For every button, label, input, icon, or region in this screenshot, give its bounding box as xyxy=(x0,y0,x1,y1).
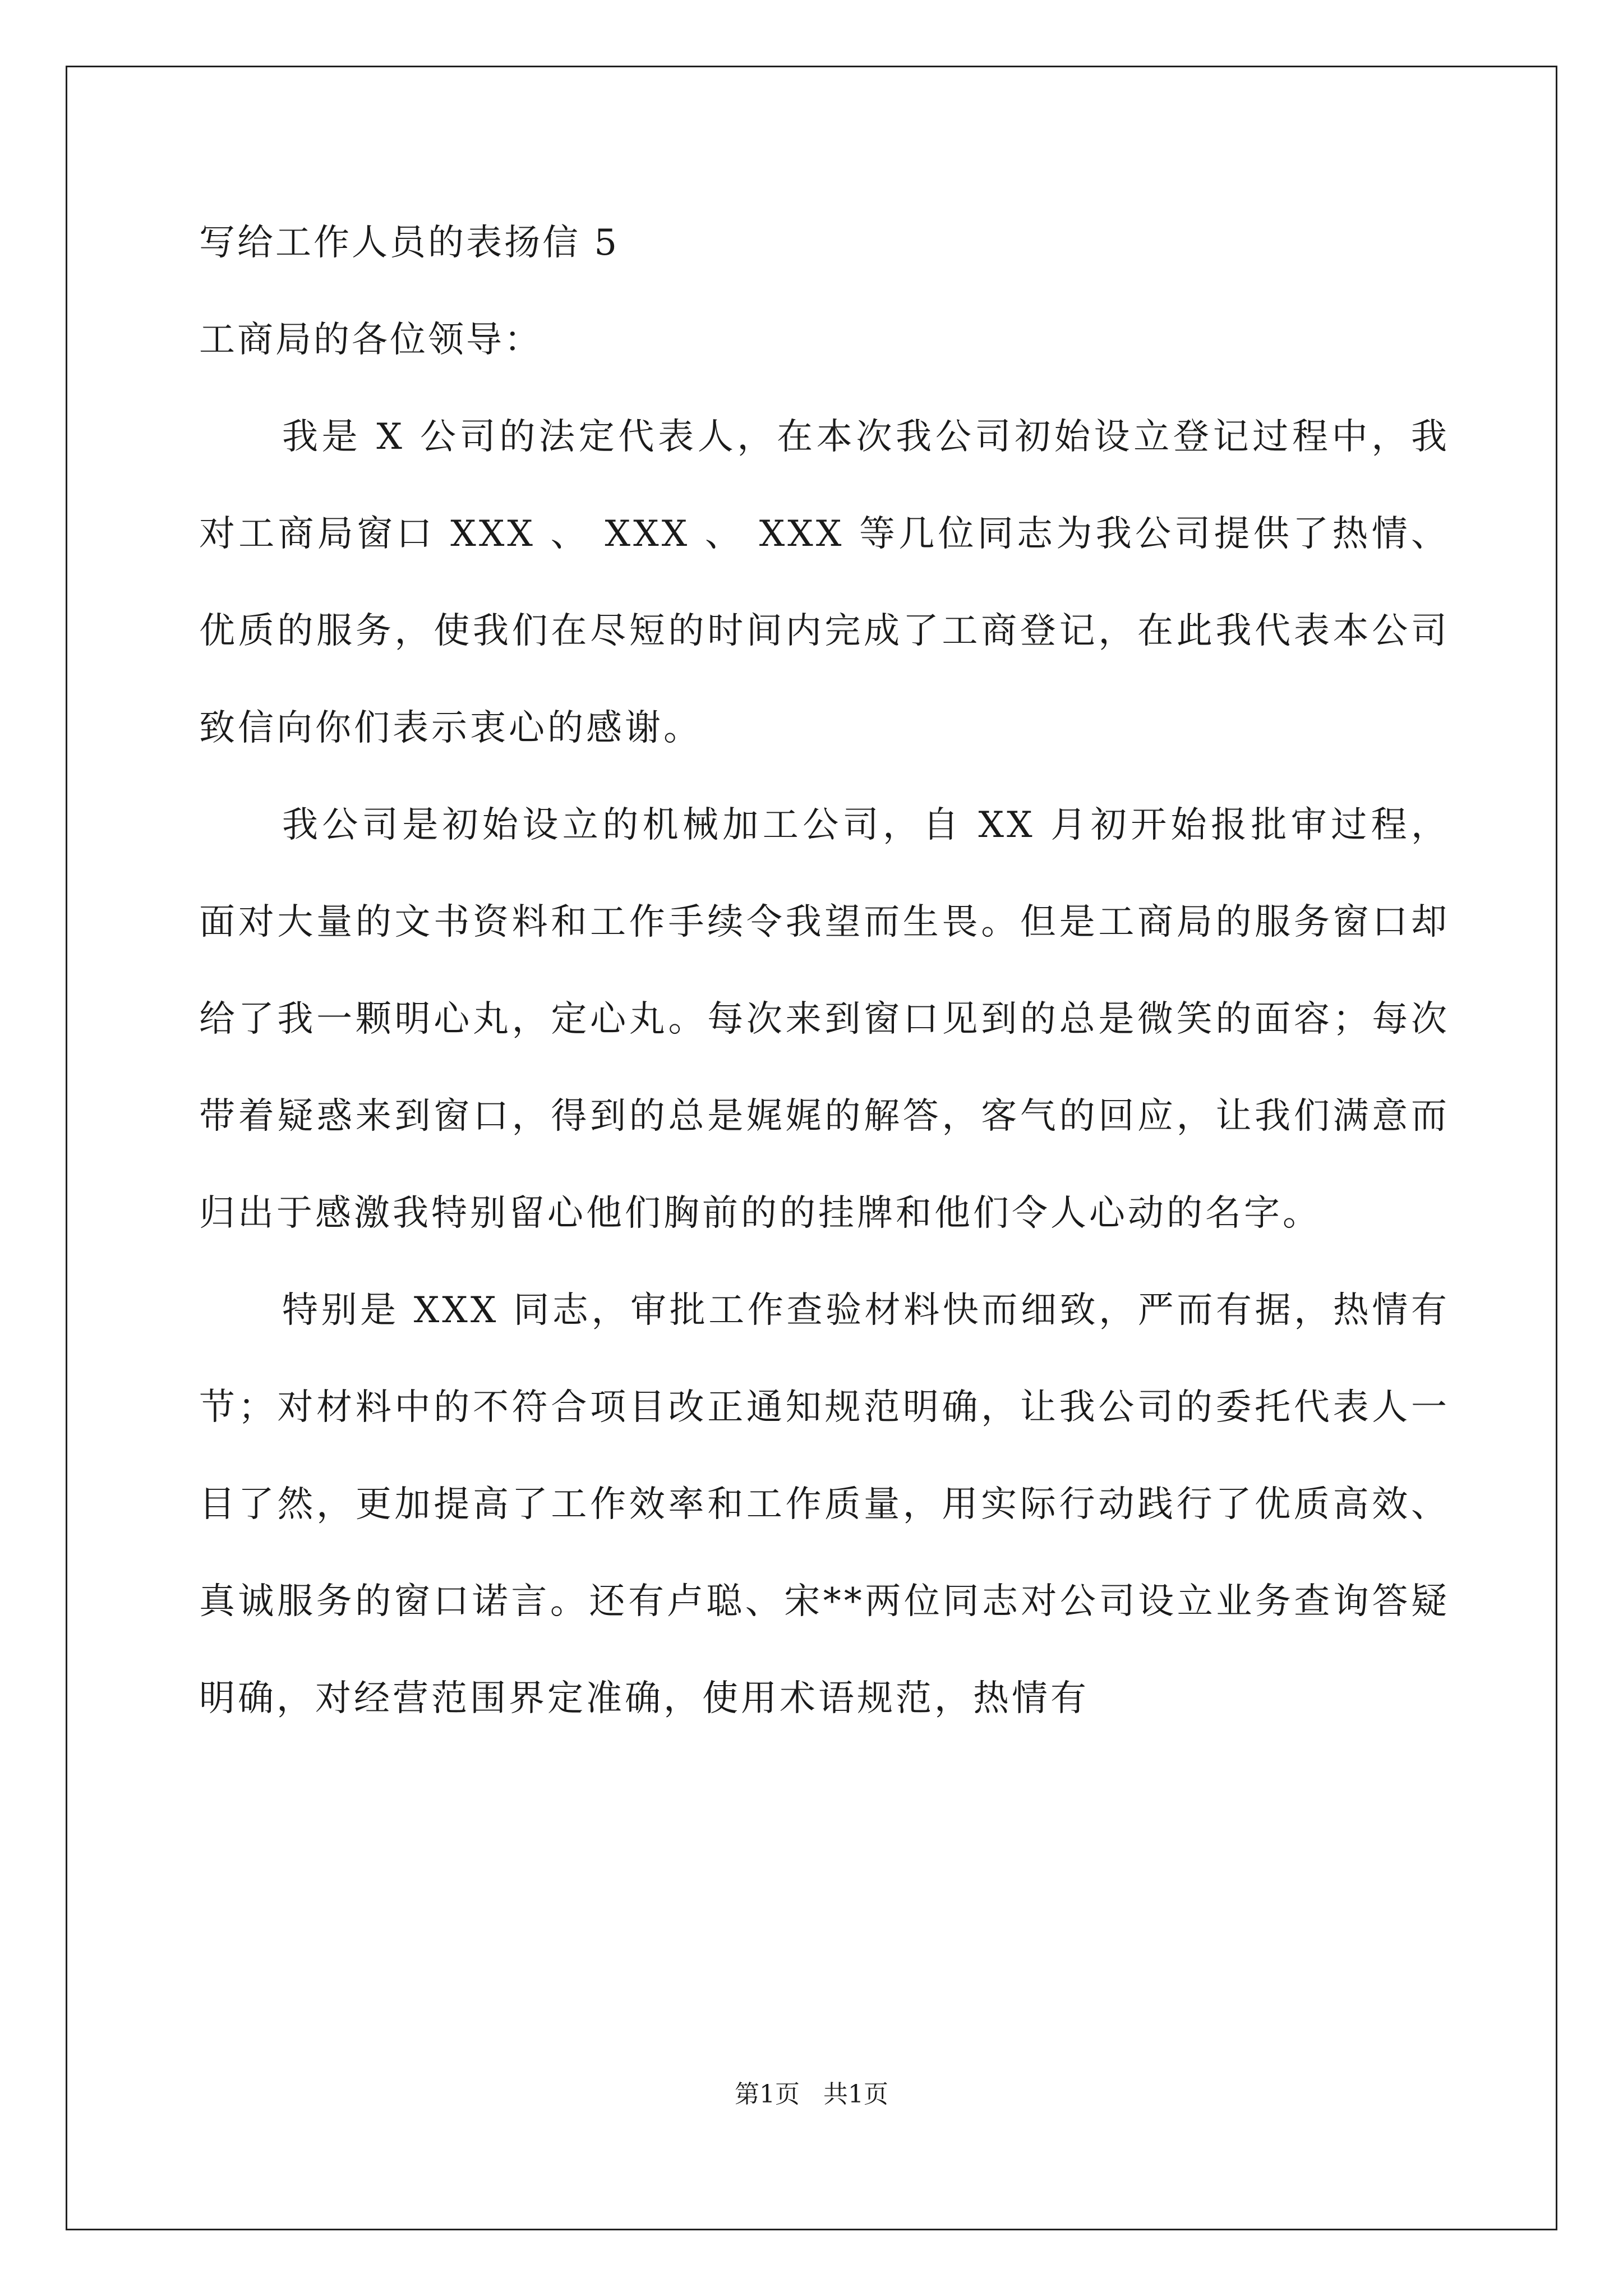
paragraph-2: 我公司是初始设立的机械加工公司，自 XX 月初开始报批审过程，面对大量的文书资料和工作手续令我望而生畏。但是工商局的服务窗口却给了我一颗明心丸，定心丸。每次来到窗口见到的总是微笑的面容；每次带着疑惑来到窗口，得到的总是娓娓的解答，客气的回应，让我们满意而归出于感激我特别留心他们胸前的的挂牌和他们令人心动的名字。 xyxy=(199,804,1450,1234)
page-number-current: 第1页 xyxy=(735,2080,800,2109)
page-footer xyxy=(0,2080,1623,2109)
salutation: 工商局的各位领导： xyxy=(199,319,542,361)
document-body xyxy=(199,222,1450,1774)
page-number-total: 共1页 xyxy=(823,2080,888,2109)
document-title: 写给工作人员的表扬信 5 xyxy=(199,222,620,264)
paragraph-1: 我是 X 公司的法定代表人，在本次我公司初始设立登记过程中，我对工商局窗口 XXX 、 XXX 、 XXX 等几位同志为我公司提供了热情、优质的服务，使我们在尽短的时间内完成了工商登记，在此我代表本公司致信向你们表示衷心的感谢。 xyxy=(199,416,1450,749)
paragraph-3: 特别是 XXX 同志，审批工作查验材料快而细致，严而有据，热情有节；对材料中的不符合项目改正通知规范明确，让我公司的委托代表人一目了然，更加提高了工作效率和工作质量，用实际行动践行了优质高效、真诚服务的窗口诺言。还有卢聪、宋**两位同志对公司设立业务查询答疑明确，对经营范围界定准确，使用术语规范，热情有 xyxy=(199,1290,1450,1719)
